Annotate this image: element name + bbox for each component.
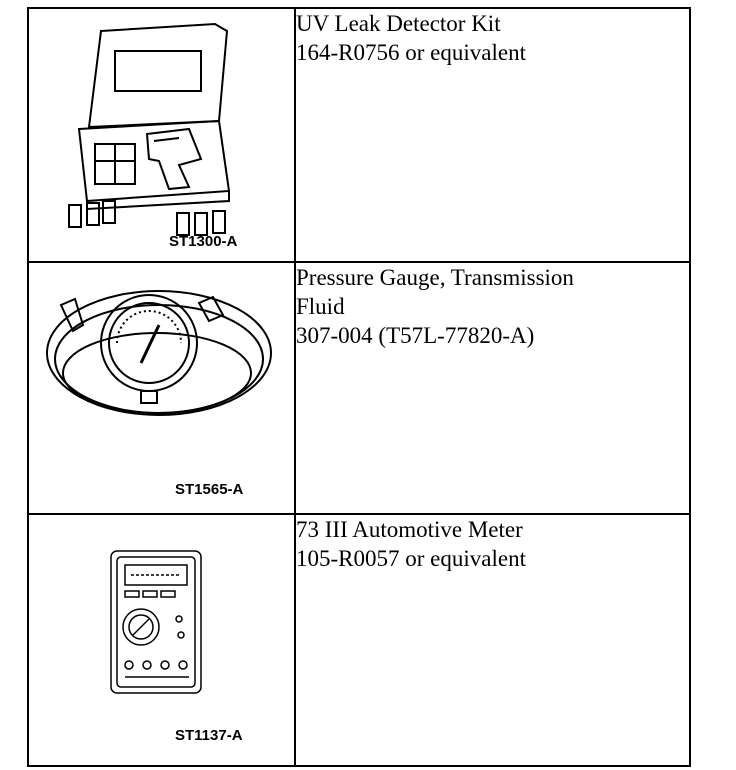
tool-code: ST1137-A <box>175 727 243 744</box>
tool-name: Pressure Gauge, Transmission <box>296 265 574 290</box>
pressure-gauge-icon <box>29 263 294 515</box>
tool-description-cell <box>295 8 690 262</box>
tool-description-cell <box>295 514 690 766</box>
tool-part-number: 164-R0756 or equivalent <box>296 40 526 65</box>
tool-row-pressure-gauge <box>28 262 690 514</box>
uv-leak-detector-kit-icon <box>29 9 294 263</box>
tool-name-continued: Fluid <box>296 294 345 319</box>
tool-code: ST1300-A <box>169 233 238 250</box>
tool-name: 73 III Automotive Meter <box>296 517 523 542</box>
tool-part-number: 307-004 (T57L-77820-A) <box>296 323 535 348</box>
tool-row-automotive-meter <box>28 514 690 766</box>
automotive-meter-icon <box>29 515 294 767</box>
tool-row-uv-leak-detector <box>28 8 690 262</box>
tool-illustration-cell <box>28 8 295 262</box>
tool-name: UV Leak Detector Kit <box>296 11 501 36</box>
tool-illustration-cell <box>28 262 295 514</box>
special-tools-table <box>27 7 691 767</box>
tool-description-cell <box>295 262 690 514</box>
tool-part-number: 105-R0057 or equivalent <box>296 546 526 571</box>
tool-illustration-cell <box>28 514 295 766</box>
tool-code: ST1565-A <box>175 481 244 498</box>
